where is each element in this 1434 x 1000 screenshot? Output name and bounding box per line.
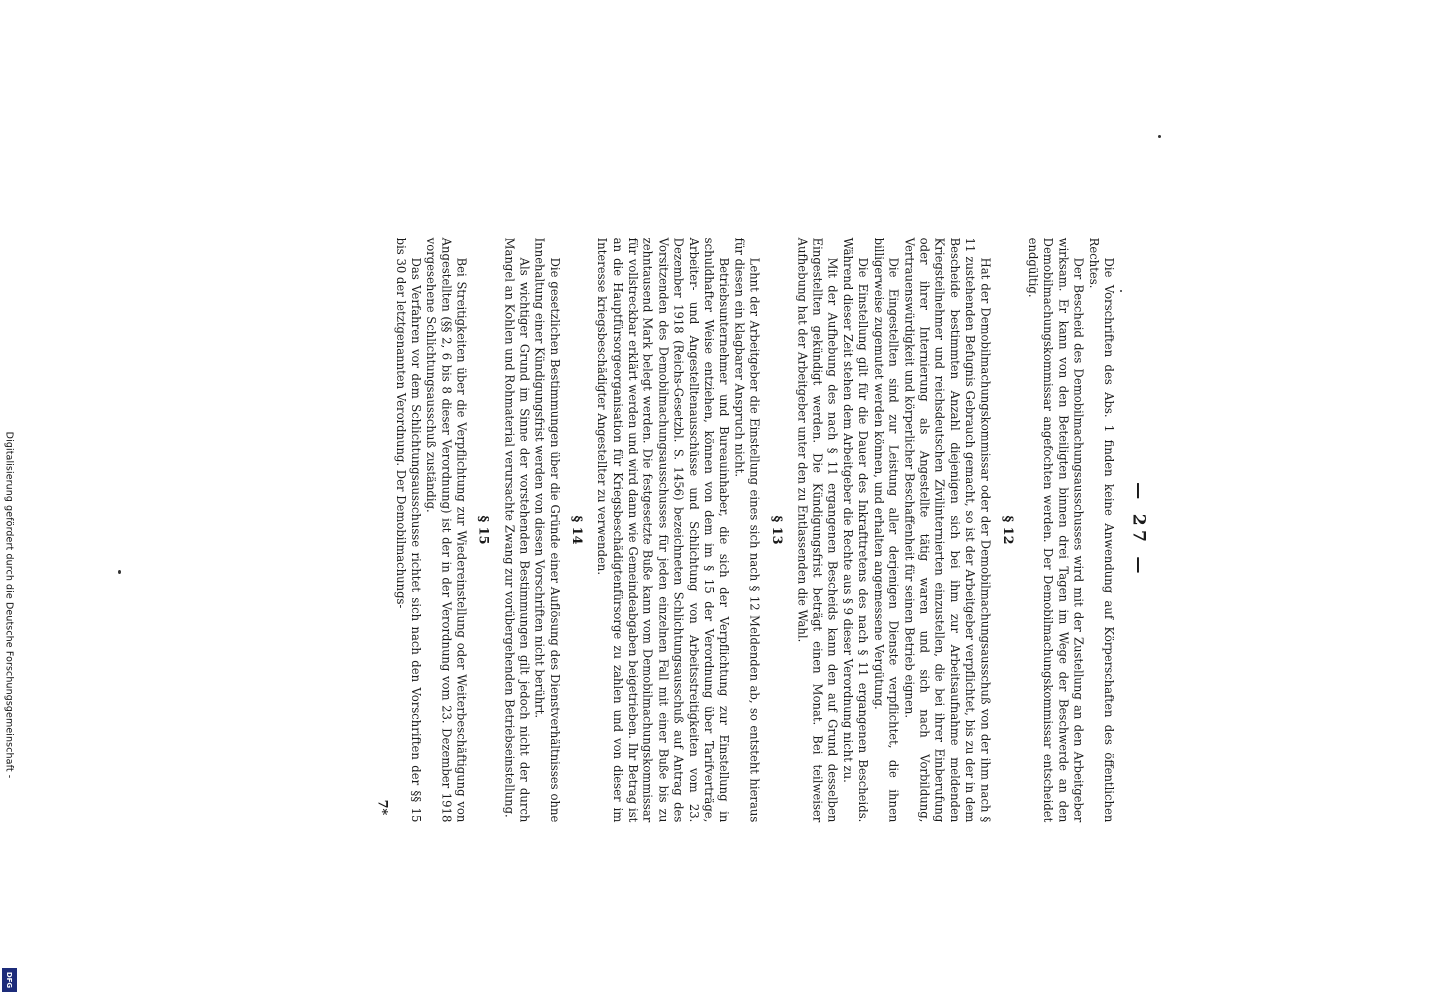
section-heading: § 15 — [476, 515, 492, 545]
paragraph: Mit der Aufhebung des nach § 11 ergangenen Bescheids kann den auf Grund desselben Eingestellten gekündigt werden. Die Kündigungsfrist beträgt einen Monat. Bei teilweiser Aufhebung hat der Arbeitgeber unter den zu Entlassenden die Wahl. — [795, 237, 840, 823]
scan-speck — [1120, 290, 1122, 292]
section-heading: § 14 — [569, 515, 585, 545]
paragraph: Der Bescheid des Demobilmachungsausschusses wird mit der Zustellung an den Arbeitgeber wirksam. Er kann von den Beteiligten binnen drei Tagen im Wege der Beschwerde an den Demobilmachungskommissar angefochten werden. Der Demobilmachungskommissar entscheidet endgültig. — [1025, 237, 1086, 823]
paragraph: Die Vorschriften des Abs. 1 finden keine Anwendung auf Körperschaften des öffentlichen Rechtes. — [1086, 237, 1116, 823]
page-body — [393, 238, 1117, 823]
scan-speck — [1158, 135, 1161, 138]
page-number-header: — 27 — — [1129, 482, 1150, 578]
paragraph: Hat der Demobilmachungskommissar oder der Demobilmachungsausschuß von der ihm nach § 11 zustehenden Befugnis Gebrauch gemacht, so ist der Arbeitgeber verpflichtet, bis zu der in dem Bescheide bestimmten Anzahl diejenigen sich bei ihm zur Arbeitsaufnahme meldenden Kriegsteilnehmer und reichsdeutschen Zivilinternierten einzustellen, die bei ihrer Einberufung oder ihrer Internierung als Angestellte tätig waren und sich nach Vorbildung, Vertrauenswürdigkeit und körperlicher Beschaffenheit für seinen Betrieb eignen. — [902, 237, 993, 823]
dfg-logo-icon — [2, 968, 17, 992]
paragraph: Lehnt der Arbeitgeber die Einstellung eines sich nach § 12 Meldenden ab, so entsteht hieraus für diesen ein klagbarer Anspruch nicht. — [732, 237, 762, 823]
paragraph: Bei Streitigkeiten über die Verpflichtung zur Wiedereinstellung oder Weiterbeschäftigung von Angestellten (§§ 2, 6 bis 8 dieser Verordnung) ist der in der Verordnung vom 23. Dezember 1918 vorgesehene Schlichtungsausschuß zuständig. — [424, 237, 469, 823]
paragraph: Die Eingestellten sind zur Leistung aller derjenigen Dienste verpflichtet, die ihnen billigerweise zugemutet werden können, und erhalten angemessene Vergütung. — [871, 237, 901, 823]
signature-mark: 7* — [375, 799, 391, 816]
paragraph: Betriebsunternehmer und Bureauinhaber, die sich der Verpflichtung zur Einstellung in schuldhafter Weise entziehen, können von dem im § 15 der Verordnung über Tarifverträge, Arbeiter- und Angestelltenausschüsse und Schlichtung von Arbeitsstreitigkeiten vom 23. Dezember 1918 (Reichs-Gesetzbl. S. 1456) bezeichneten Schlichtungsausschuß auf Antrag des Vorsitzenden des Demobilmachungsausschusses für jeden einzelnen Fall mit einer Buße bis zu zehntausend Mark belegt werden. Die festgesetzte Buße kann vom Demobilmachungskommissar für vollstreckbar erklärt werden und wird dann wie Gemeindeabgaben beigetrieben. Ihr Betrag ist an die Hauptfürsorgeorganisation für Kriegsbeschädigtenfürsorge zu zahlen und von dieser im Interesse kriegsbeschädigter Angestellter zu verwenden. — [595, 237, 732, 823]
paragraph: Die Einstellung gilt für die Dauer des Inkrafttretens des nach § 11 ergangenen Bescheids. Während dieser Zeit stehen dem Arbeitgeber die Rechte aus § 9 dieser Verordnung nicht zu. — [841, 237, 870, 823]
paragraph: Das Verfahren vor dem Schlichtungsausschusse richtet sich nach den Vorschriften der §§ 15 bis 30 der letztgenannten Verordnung. Der Demobilmachungs- — [393, 237, 423, 823]
scan-speck — [118, 570, 121, 574]
section-heading: § 13 — [769, 515, 785, 545]
digitization-credit — [0, 0, 18, 1000]
paragraph: Die gesetzlichen Bestimmungen über die Gründe einer Auflösung des Dienstverhältnisses ohne Innehaltung einer Kündigungsfrist werden von diesen Vorschriften nicht berührt. — [532, 237, 562, 823]
paragraph: Als wichtiger Grund im Sinne der vorstehenden Bestimmungen gilt jedoch nicht der durch Mangel an Kohlen und Rohmaterial verursachte Zwang zur vorübergehenden Betriebseinstellung. — [502, 237, 532, 823]
scanned-page — [150, 115, 1330, 945]
dfg-logo-text: DFG — [5, 971, 14, 989]
page-content — [330, 238, 1150, 823]
section-heading: § 12 — [999, 515, 1015, 545]
credit-text: Digitalisierung gefördert durch die Deutsche Forschungsgemeinschaft - — [3, 431, 15, 779]
